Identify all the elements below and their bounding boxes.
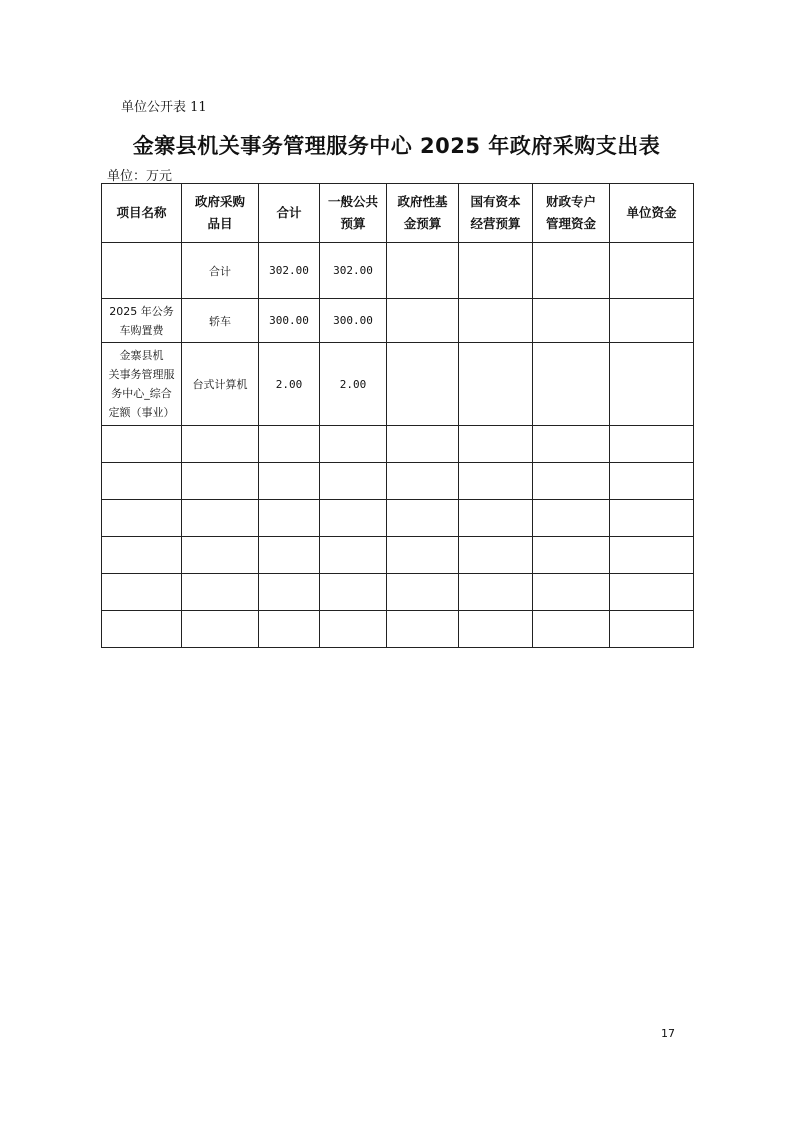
empty-rows-group bbox=[102, 426, 694, 648]
table-row-empty bbox=[102, 537, 694, 574]
table-cell-empty bbox=[182, 463, 259, 500]
cell-state-capital-budget bbox=[459, 243, 533, 299]
table-cell-empty bbox=[182, 611, 259, 648]
table-row-empty bbox=[102, 574, 694, 611]
table-cell-empty bbox=[259, 537, 320, 574]
cell-unit-funds bbox=[610, 243, 694, 299]
table-cell-empty bbox=[610, 537, 694, 574]
cell-government-fund-budget bbox=[387, 343, 459, 426]
column-header-total: 合计 bbox=[259, 184, 320, 243]
table-cell-empty bbox=[459, 426, 533, 463]
cell-special-account-funds bbox=[533, 343, 610, 426]
table-cell-empty bbox=[259, 463, 320, 500]
column-header-project-name: 项目名称 bbox=[102, 184, 182, 243]
column-header-special-account-funds: 财政专户 管理资金 bbox=[533, 184, 610, 243]
table-cell-empty bbox=[259, 500, 320, 537]
cell-total: 2.00 bbox=[259, 343, 320, 426]
table-cell-empty bbox=[259, 426, 320, 463]
table-row-empty bbox=[102, 463, 694, 500]
table-cell-empty bbox=[533, 537, 610, 574]
table-cell-empty bbox=[459, 611, 533, 648]
cell-state-capital-budget bbox=[459, 343, 533, 426]
unit-label: 单位：万元 bbox=[107, 169, 173, 184]
column-header-general-budget: 一般公共 预算 bbox=[320, 184, 387, 243]
cell-project-name: 2025 年公务 车购置费 bbox=[102, 299, 182, 343]
table-cell-empty bbox=[259, 574, 320, 611]
column-header-procurement-item: 政府采购 品目 bbox=[182, 184, 259, 243]
table-number-label: 单位公开表 11 bbox=[121, 100, 207, 115]
table-cell-empty bbox=[182, 537, 259, 574]
table-cell-empty bbox=[459, 500, 533, 537]
cell-general-budget: 2.00 bbox=[320, 343, 387, 426]
table-cell-empty bbox=[182, 426, 259, 463]
column-header-state-capital-budget: 国有资本 经营预算 bbox=[459, 184, 533, 243]
table-cell-empty bbox=[610, 463, 694, 500]
page-number: 17 bbox=[661, 1027, 675, 1040]
table-cell-empty bbox=[259, 611, 320, 648]
table-cell-empty bbox=[459, 574, 533, 611]
table-cell-empty bbox=[387, 537, 459, 574]
cell-unit-funds bbox=[610, 299, 694, 343]
table-cell-empty bbox=[320, 463, 387, 500]
table-cell-empty bbox=[387, 574, 459, 611]
table-cell-empty bbox=[387, 426, 459, 463]
table-cell-empty bbox=[459, 463, 533, 500]
cell-general-budget: 300.00 bbox=[320, 299, 387, 343]
table-cell-empty bbox=[320, 574, 387, 611]
table-cell-empty bbox=[102, 426, 182, 463]
table-cell-empty bbox=[610, 500, 694, 537]
table-cell-empty bbox=[102, 463, 182, 500]
cell-procurement-item: 台式计算机 bbox=[182, 343, 259, 426]
table-cell-empty bbox=[610, 611, 694, 648]
table-cell-empty bbox=[533, 611, 610, 648]
cell-total: 302.00 bbox=[259, 243, 320, 299]
cell-general-budget: 302.00 bbox=[320, 243, 387, 299]
table-cell-empty bbox=[533, 500, 610, 537]
table-cell-empty bbox=[102, 500, 182, 537]
cell-government-fund-budget bbox=[387, 299, 459, 343]
table-cell-empty bbox=[182, 574, 259, 611]
cell-total: 300.00 bbox=[259, 299, 320, 343]
column-header-unit-funds: 单位资金 bbox=[610, 184, 694, 243]
table-cell-empty bbox=[387, 611, 459, 648]
cell-project-name: 金寨县机 关事务管理服 务中心_综合 定额（事业） bbox=[102, 343, 182, 426]
table-cell-empty bbox=[320, 426, 387, 463]
table-cell-empty bbox=[610, 426, 694, 463]
cell-government-fund-budget bbox=[387, 243, 459, 299]
table-cell-empty bbox=[533, 574, 610, 611]
cell-procurement-item: 轿车 bbox=[182, 299, 259, 343]
cell-unit-funds bbox=[610, 343, 694, 426]
table-row bbox=[102, 343, 694, 426]
table-cell-empty bbox=[102, 537, 182, 574]
table-row bbox=[102, 299, 694, 343]
table-cell-empty bbox=[387, 500, 459, 537]
table-cell-empty bbox=[387, 463, 459, 500]
cell-special-account-funds bbox=[533, 243, 610, 299]
table-row-empty bbox=[102, 500, 694, 537]
table-cell-empty bbox=[102, 574, 182, 611]
table-row-empty bbox=[102, 426, 694, 463]
cell-special-account-funds bbox=[533, 299, 610, 343]
table-cell-empty bbox=[533, 463, 610, 500]
table-row-total bbox=[102, 243, 694, 299]
table-cell-empty bbox=[320, 500, 387, 537]
table-cell-empty bbox=[182, 500, 259, 537]
table-cell-empty bbox=[102, 611, 182, 648]
table-cell-empty bbox=[459, 537, 533, 574]
table-header-row bbox=[102, 184, 694, 243]
table-cell-empty bbox=[533, 426, 610, 463]
table-cell-empty bbox=[610, 574, 694, 611]
table-cell-empty bbox=[320, 537, 387, 574]
column-header-government-fund-budget: 政府性基 金预算 bbox=[387, 184, 459, 243]
cell-procurement-item: 合计 bbox=[182, 243, 259, 299]
procurement-expenditure-table bbox=[101, 183, 694, 648]
cell-project-name bbox=[102, 243, 182, 299]
table-row-empty bbox=[102, 611, 694, 648]
table-cell-empty bbox=[320, 611, 387, 648]
document-title: 金寨县机关事务管理服务中心 2025 年政府采购支出表 bbox=[132, 134, 661, 158]
cell-state-capital-budget bbox=[459, 299, 533, 343]
